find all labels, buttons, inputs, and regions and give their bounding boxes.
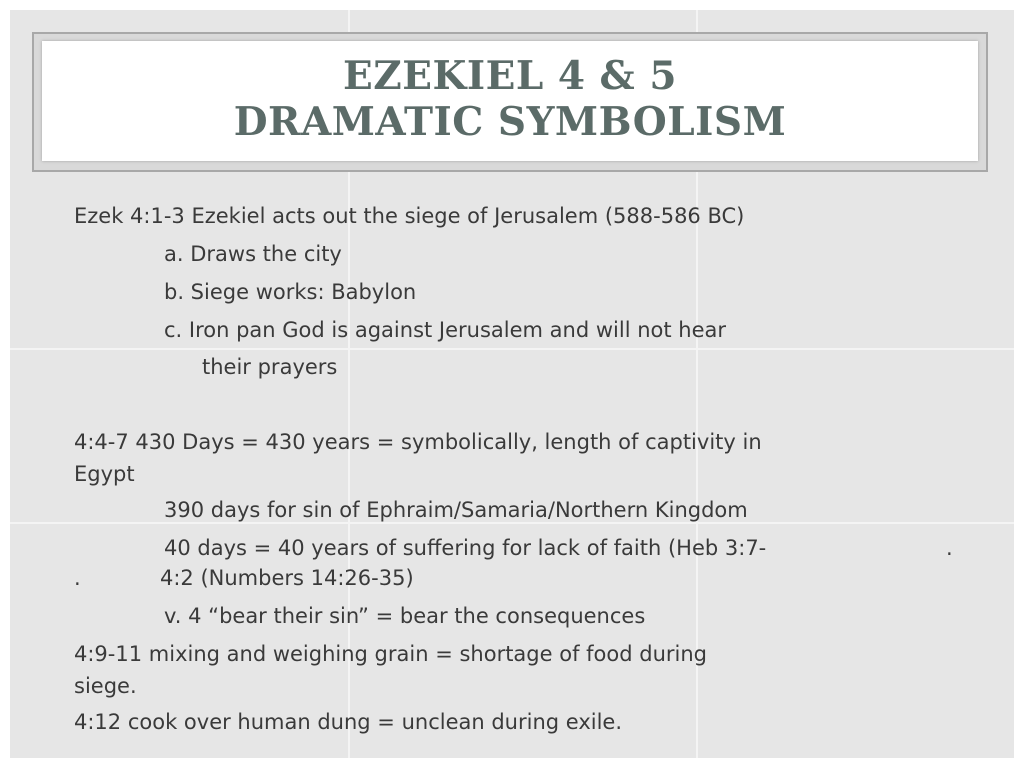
body-line-2: a. Draws the city [164,242,342,266]
body-line-13: siege. [74,674,137,698]
body-line-9-dot: . [946,536,953,560]
title-frame [32,32,988,172]
body-line-14: 4:12 cook over human dung = unclean during exile. [74,710,623,734]
body-line-12: 4:9-11 mixing and weighing grain = shortage of food during [74,642,707,666]
body-line-5: their prayers [202,355,338,379]
body-line-10-dot: . [74,566,81,590]
title-box [42,41,978,161]
slide-title-line-1: EZEKIEL 4 & 5 [343,53,677,99]
body-line-4: c. Iron pan God is against Jerusalem and will not hear [164,318,727,342]
body-line-8: 390 days for sin of Ephraim/Samaria/Northern Kingdom [164,498,748,522]
body-line-11: v. 4 “bear their sin” = bear the consequences [164,604,646,628]
slide [10,10,1014,758]
body-line-10: 4:2 (Numbers 14:26-35) [160,566,414,590]
body-line-1: Ezek 4:1-3 Ezekiel acts out the siege of Jerusalem (588-586 BC) [74,204,745,228]
slide-title-line-2: DRAMATIC SYMBOLISM [233,99,787,145]
body-line-3: b. Siege works: Babylon [164,280,417,304]
grid-line [10,348,1014,350]
body-line-7: Egypt [74,462,135,486]
body-line-9: 40 days = 40 years of suffering for lack of faith (Heb 3:7- [164,536,767,560]
body-line-6: 4:4-7 430 Days = 430 years = symbolically, length of captivity in [74,430,762,454]
